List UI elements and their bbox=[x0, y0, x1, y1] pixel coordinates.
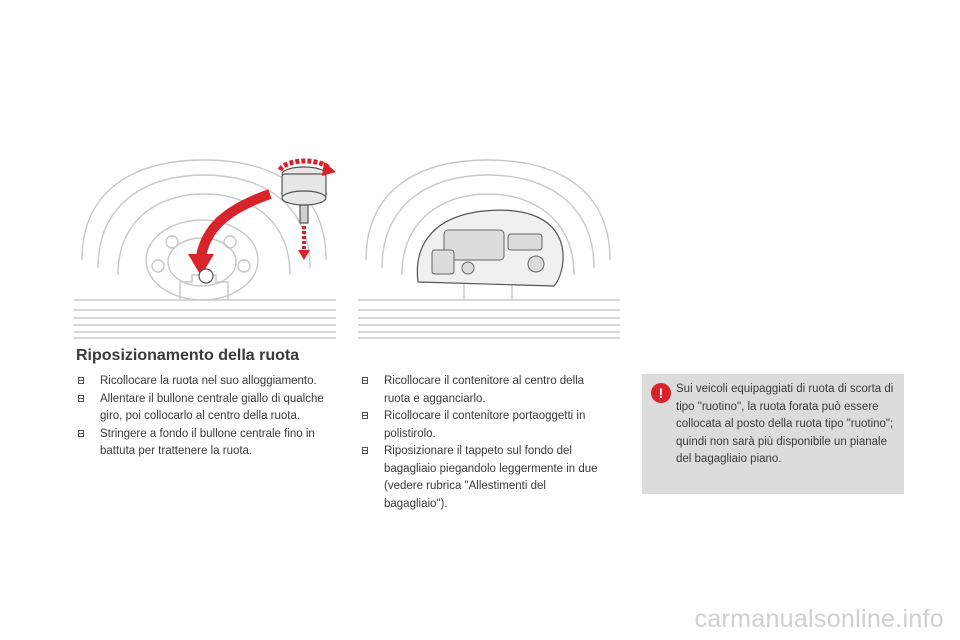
instructions-left-column bbox=[76, 373, 344, 461]
step-text: Ricollocare il contenitore portaoggetti in polistirolo. bbox=[384, 410, 586, 440]
warning-exclamation-icon: ! bbox=[651, 383, 671, 403]
spare-wheel-bolt-illustration bbox=[74, 150, 336, 340]
note-text: Sui veicoli equipaggiati di ruota di scorta di tipo "ruotino", la ruota forata può essere collocata al posto della ruota tipo "ruotino"; quindi non sarà più disponibile un pianale del bagagliaio piano. bbox=[676, 383, 894, 465]
step-text: Stringere a fondo il bullone centrale fino in battuta per trattenere la ruota. bbox=[100, 427, 315, 457]
checkbox-bullet-icon bbox=[78, 395, 84, 402]
list-item bbox=[360, 443, 610, 513]
list-item bbox=[360, 373, 610, 408]
checkbox-bullet-icon bbox=[78, 430, 84, 437]
warning-note bbox=[642, 374, 904, 494]
watermark: carmanualsonline.info bbox=[694, 605, 944, 633]
step-text: Ricollocare il contenitore al centro della ruota e agganciarlo. bbox=[384, 375, 585, 405]
checkbox-bullet-icon bbox=[78, 377, 84, 384]
list-item bbox=[76, 426, 344, 461]
storage-container-illustration bbox=[358, 150, 620, 340]
list-item bbox=[76, 373, 344, 391]
list-item bbox=[360, 408, 610, 443]
checkbox-bullet-icon bbox=[362, 447, 368, 454]
checkbox-bullet-icon bbox=[362, 377, 368, 384]
step-text: Ricollocare la ruota nel suo alloggiamento. bbox=[100, 375, 317, 387]
instructions-right-column bbox=[360, 373, 610, 513]
step-text: Allentare il bullone centrale giallo di qualche giro, poi collocarlo al centro della ruota. bbox=[100, 392, 324, 422]
section-title: Riposizionamento della ruota bbox=[76, 347, 300, 364]
step-text: Riposizionare il tappeto sul fondo del bagagliaio piegandolo leggermente in due (vedere rubrica "Allestimenti del bagagliaio"). bbox=[384, 445, 598, 510]
checkbox-bullet-icon bbox=[362, 412, 368, 419]
list-item bbox=[76, 391, 344, 426]
